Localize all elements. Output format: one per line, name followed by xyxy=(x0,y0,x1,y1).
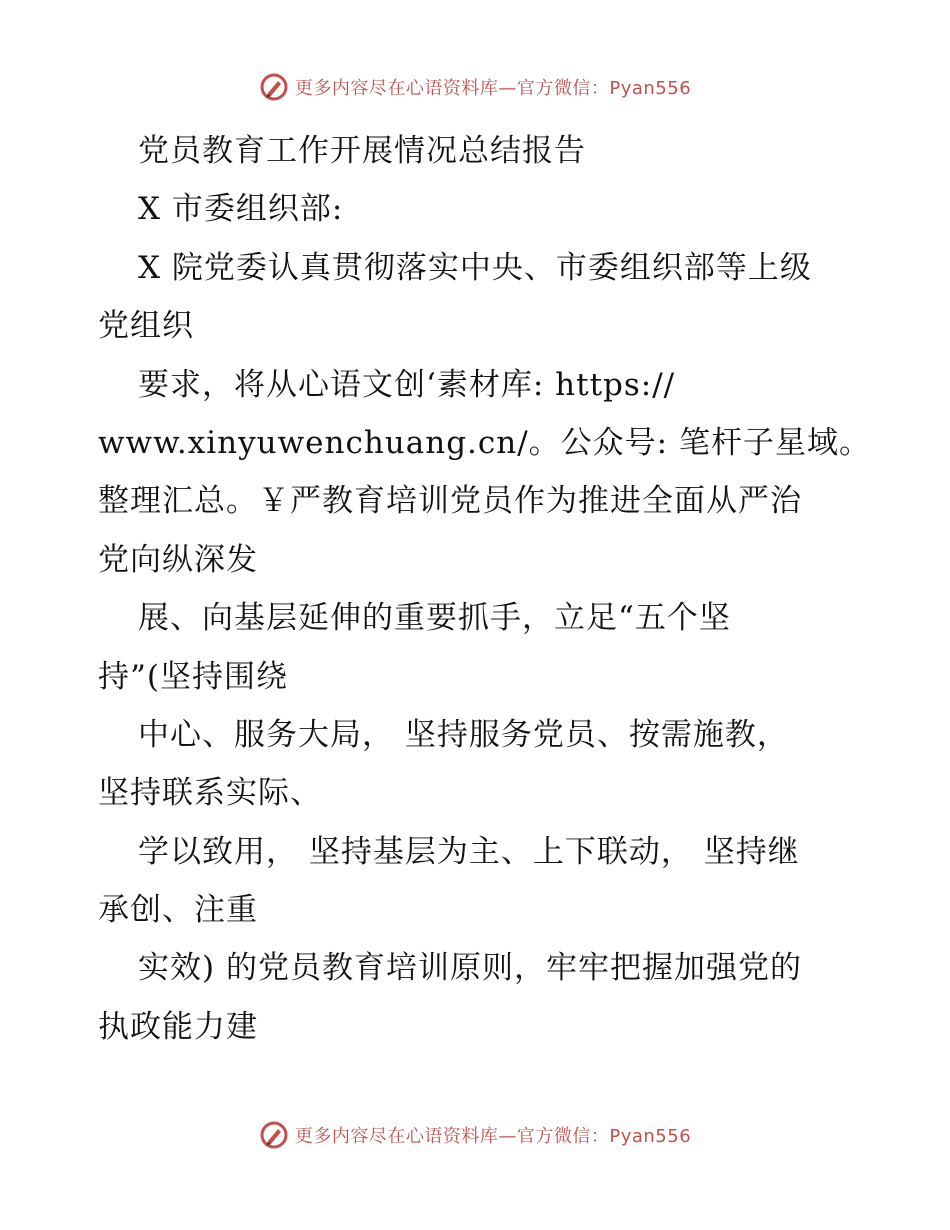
header-banner-text: 更多内容尽在心语资料库—官方微信：Pyan556 xyxy=(294,78,692,99)
text-line: X 院党委认真贯彻落实中央、市委组织部等上级 xyxy=(138,249,812,286)
text-line: 党向纵深发 xyxy=(98,541,258,578)
text-line: 展、向基层延伸的重要抓手，立足“五个坚 xyxy=(138,600,731,637)
footer-banner xyxy=(0,1120,950,1150)
text-line: 实效) 的党员教育培训原则，牢牢把握加强党的 xyxy=(138,950,802,987)
footer-banner-text: 更多内容尽在心语资料库—官方微信：Pyan556 xyxy=(294,1126,692,1147)
document-body xyxy=(98,122,871,1056)
text-line: X 市委组织部: xyxy=(138,191,344,228)
text-line: 要求，将从心语文创‘素材库: https:// xyxy=(138,366,676,403)
text-line: 承创、注重 xyxy=(98,892,258,929)
pen-logo-icon xyxy=(259,1120,289,1150)
text-line: 中心、服务大局， 坚持服务党员、按需施教， xyxy=(138,716,789,753)
text-line: 坚持联系实际、 xyxy=(98,775,322,812)
text-line: 执政能力建 xyxy=(98,1008,258,1045)
pen-logo-icon xyxy=(259,72,289,102)
text-line: www.xinyuwenchuang.cn/。公众号: 笔杆子星域。 xyxy=(98,424,871,461)
text-line: 党组织 xyxy=(98,308,194,345)
text-line: 整理汇总。￥严教育培训党员作为推进全面从严治 xyxy=(98,483,802,520)
header-banner xyxy=(0,72,950,102)
text-line: 持”(坚持围绕 xyxy=(98,658,288,695)
text-line: 学以致用， 坚持基层为主、上下联动， 坚持继 xyxy=(138,833,800,870)
text-line: 党员教育工作开展情况总结报告 xyxy=(138,133,586,169)
